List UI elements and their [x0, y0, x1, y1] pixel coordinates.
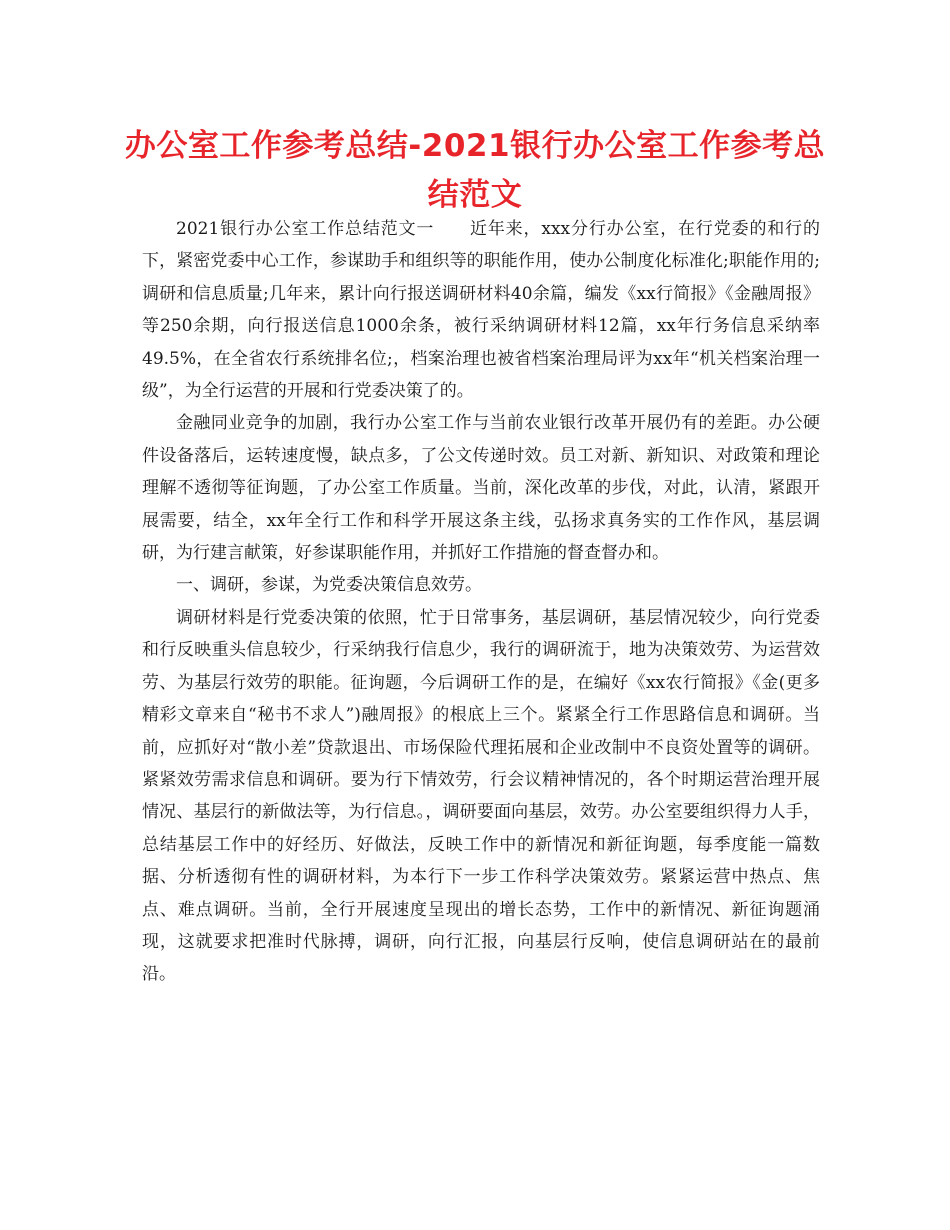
document-title: 办公室工作参考总结-2021银行办公室工作参考总结范文 [124, 128, 826, 213]
body-paragraph-competition: 金融同业竞争的加剧，我行办公室工作与当前农业银行改革开展仍有的差距。办公硬件设备落后，运转速度慢，缺点多，了公文传递时效。员工对新、新知识、对政策和理论理解不透彻等征询题，了办公室工作质量。当前，深化改革的步伐，对此，认清，紧跟开展需要，结全，xx年全行工作和科学开展这条主线，弘扬求真务实的工作作风，基层调研，为行建言献策，好参谋职能作用，并抓好工作措施的督查督办和。 [142, 413, 820, 564]
document-body [142, 213, 820, 991]
body-paragraph-research: 调研材料是行党委决策的依照，忙于日常事务，基层调研，基层情况较少，向行党委和行反映重头信息较少，行采纳我行信息少，我行的调研流于，地为决策效劳、为运营效劳、为基层行效劳的职能。征询题，今后调研工作的是，在编好《xx农行简报》《金(更多精彩文章来自“秘书不求人”)融周报》的根底上三个。紧紧全行工作思路信息和调研。当前，应抓好对“散小差”贷款退出、市场保险代理拓展和企业改制中不良资处置等的调研。紧紧效劳需求信息和调研。要为行下情效劳，行会议精神情况的，各个时期运营治理开展情况、基层行的新做法等，为行信息。，调研要面向基层，效劳。办公室要组织得力人手，总结基层工作中的好经历、好做法，反映工作中的新情况和新征询题，每季度能一篇数据、分析透彻有性的调研材料，为本行下一步工作科学决策效劳。紧紧运营中热点、焦点、难点调研。当前，全行开展速度呈现出的增长态势，工作中的新情况、新征询题涌现，这就要求把准时代脉搏，调研，向行汇报，向基层行反响，使信息调研站在的最前沿。 [142, 607, 820, 985]
section-heading-research: 一、调研，参谋，为党委决策信息效劳。 [176, 575, 482, 596]
body-paragraph-intro: 2021银行办公室工作总结范文一 近年来，xxx分行办公室，在行党委的和行的下，紧密党委中心工作，参谋助手和组织等的职能作用，使办公制度化标准化;职能作用的;调研和信息质量;几年来，累计向行报送调研材料40余篇，编发《xx行简报》《金融周报》等250余期，向行报送信息1000余条，被行采纳调研材料12篇，xx年行务信息采纳率49.5%，在全省农行系统排名位;，档案治理也被省档案治理局评为xx年“机关档案治理一级”，为全行运营的开展和行党委决策了的。 [142, 219, 820, 402]
